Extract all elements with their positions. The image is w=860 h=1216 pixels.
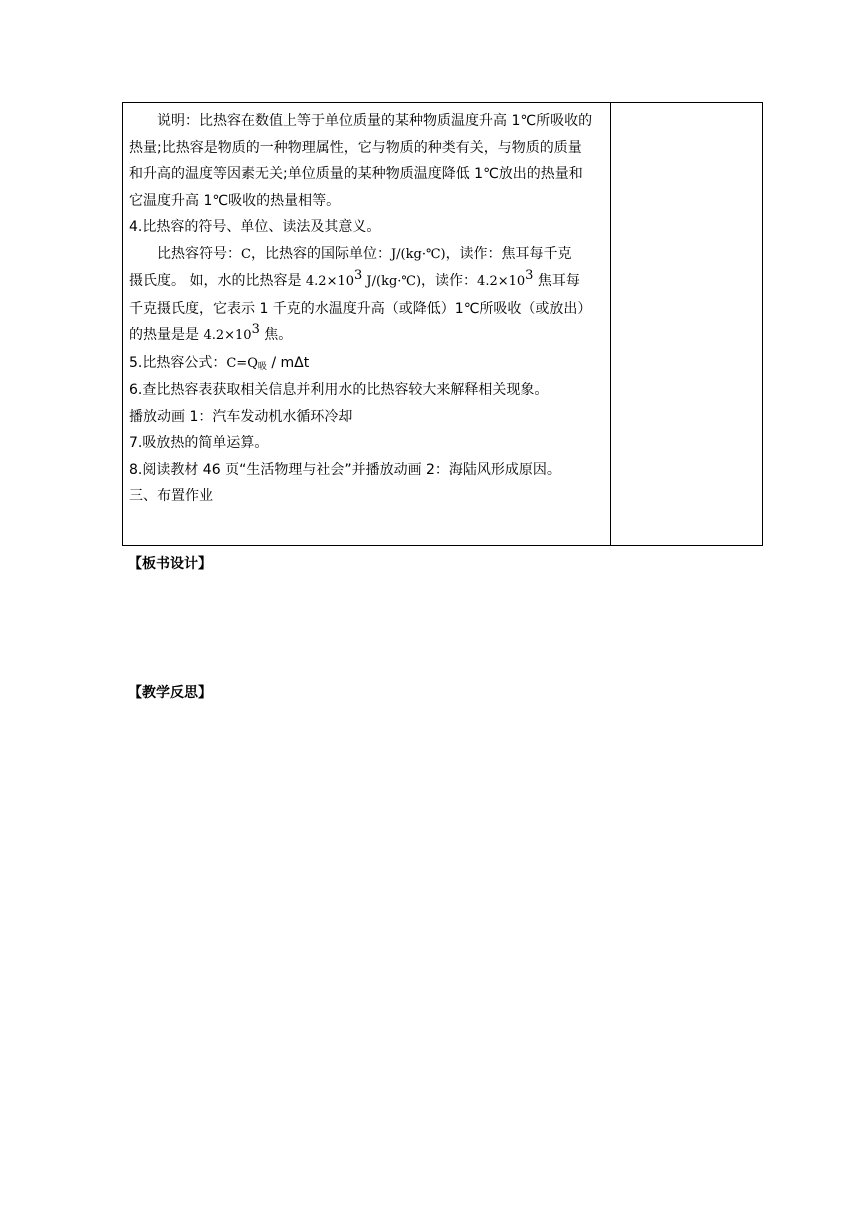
formula-q: C=Q <box>226 355 258 371</box>
water-intro: 摄氏度。 如，水的比热容是 <box>129 273 302 289</box>
heat-exponent: 3 <box>251 322 260 337</box>
unit-reading: ，读作：焦耳每千克 <box>445 245 572 262</box>
heat-value: 4.2×10 <box>203 328 252 343</box>
board-design-heading: 【板书设计】 <box>128 556 212 572</box>
heat-unit: 焦。 <box>259 327 293 343</box>
table-row <box>123 103 763 546</box>
symbol-line <box>129 241 604 269</box>
symbol-c: C <box>241 246 251 262</box>
unit-value: J/(kg·℃) <box>390 246 446 262</box>
water-reading: 焦耳每 <box>533 273 580 289</box>
item-6: 6.查比热容表获取相关信息并利用水的比热容较大来解释相关现象。 <box>129 382 549 398</box>
water-value: 4.2×10 <box>305 274 355 289</box>
note-line-1 <box>129 108 604 135</box>
formula-subscript: 吸 <box>257 361 267 372</box>
teaching-reflection-heading: 【教学反思】 <box>128 685 212 701</box>
heat-intro: 的热量是是 <box>129 327 199 343</box>
unit-label: ，比热容的国际单位： <box>250 245 391 262</box>
water-value-2: 4.2×10 <box>477 274 526 289</box>
note-line-4: 它温度升高 1℃吸收的热量相等。 <box>129 192 341 209</box>
heat-line <box>129 322 604 350</box>
note-text-1: 比热容在数值上等于单位质量的某种物质温度升高 1℃所吸收的 <box>199 113 593 129</box>
water-exponent-2: 3 <box>525 268 534 283</box>
item-5 <box>129 350 604 378</box>
water-reading-label: ，读作： <box>421 273 478 289</box>
symbol-label: 比热容符号： <box>157 245 241 262</box>
section-homework: 三、布置作业 <box>129 488 213 504</box>
item-4: 4.比热容的符号、单位、读法及其意义。 <box>129 219 381 235</box>
animation-1: 播放动画 1：汽车发动机水循环冷却 <box>129 408 353 425</box>
side-notes-cell <box>611 103 763 546</box>
meaning-line: 千克摄氏度，它表示 1 千克的水温度升高（或降低）1℃所吸收（或放出） <box>129 300 592 317</box>
item-8: 8.阅读教材 46 页“生活物理与社会”并播放动画 2：海陆风形成原因。 <box>129 461 561 478</box>
water-unit: J/(kg·℃) <box>362 274 422 289</box>
formula-rest: / mΔt <box>266 354 310 371</box>
note-line-2: 热量;比热容是物质的一种物理属性，它与物质的种类有关，与物质的质量 <box>129 139 582 156</box>
content-cell <box>123 103 611 546</box>
item-7: 7.吸放热的简单运算。 <box>129 435 269 451</box>
note-line-3: 和升高的温度等因素无关;单位质量的某种物质温度降低 1℃放出的热量和 <box>129 166 583 182</box>
water-exponent: 3 <box>354 268 363 283</box>
water-line <box>129 268 604 296</box>
note-label: 说明： <box>157 113 199 129</box>
formula-label: 5.比热容公式： <box>129 354 227 371</box>
lesson-plan-table <box>122 102 763 546</box>
